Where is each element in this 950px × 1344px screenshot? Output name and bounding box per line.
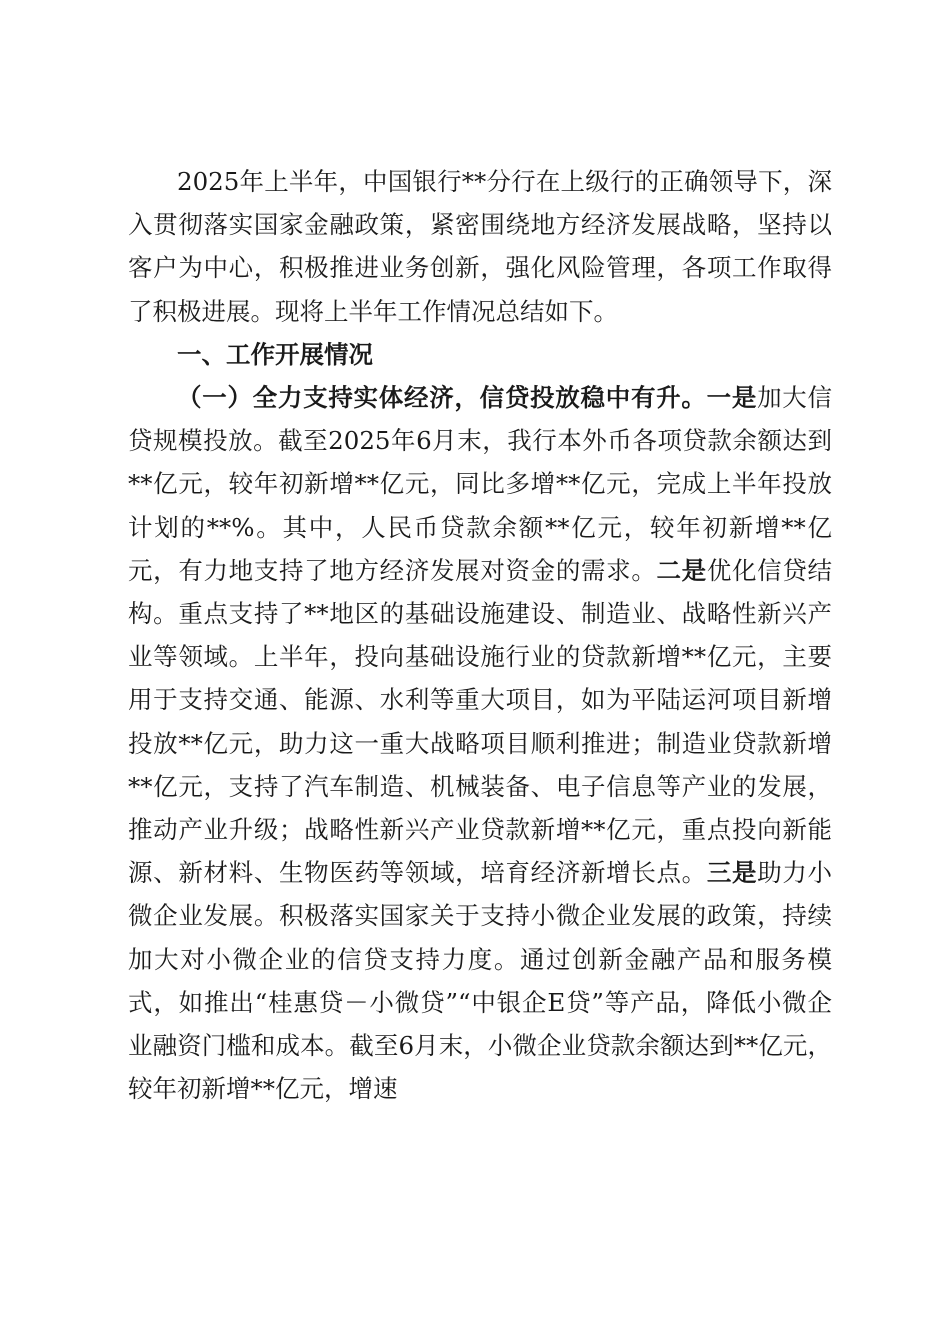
section-heading: 一、工作开展情况 [177, 339, 373, 369]
intro-paragraph: 2025年上半年，中国银行**分行在上级行的正确领导下，深入贯彻落实国家金融政策，紧密围绕地方经济发展战略，坚持以客户为中心，积极推进业务创新，强化风险管理，各项工作取得了积极进展。现将上半年工作情况总结如下。 [128, 167, 832, 326]
point2-text: 优化信贷结构。重点支持了**地区的基础设施建设、制造业、战略性新兴产业等领域。上半年，投向基础设施行业的贷款新增**亿元，主要用于支持交通、能源、水利等重大项目，如为平陆运河项目新增投放**亿元，助力这一重大战略项目顺利推进；制造业贷款新增**亿元，支持了汽车制造、机械装备、电子信息等产业的发展，推动产业升级；战略性新兴产业贷款新增**亿元，重点投向新能源、新材料、生物医药等领域，培育经济新增长点。 [128, 555, 833, 888]
point1-text: 加大信贷规模投放。截至2025年6月末，我行本外币各项贷款余额达到**亿元，较年初新增**亿元，同比多增**亿元，完成上半年投放计划的**%。其中，人民币贷款余额**亿元，较年初新增**亿元，有力地支持了地方经济发展对资金的需求。 [128, 383, 833, 585]
document-body [128, 160, 832, 1110]
subsection-paragraph [128, 376, 832, 1110]
point1-label: 一是 [706, 383, 758, 413]
point3-text: 助力小微企业发展。积极落实国家关于支持小微企业发展的政策，持续加大对小微企业的信贷支持力度。通过创新金融产品和服务模式，如推出“桂惠贷－小微贷”“中银企E贷”等产品，降低小微企业融资门槛和成本。截至6月末，小微企业贷款余额达到**亿元，较年初新增**亿元，增速 [128, 858, 833, 1104]
point3-label: 三是 [706, 858, 758, 888]
point2-label: 二是 [656, 555, 707, 585]
subsection-title: （一）全力支持实体经济，信贷投放稳中有升。 [177, 383, 707, 413]
